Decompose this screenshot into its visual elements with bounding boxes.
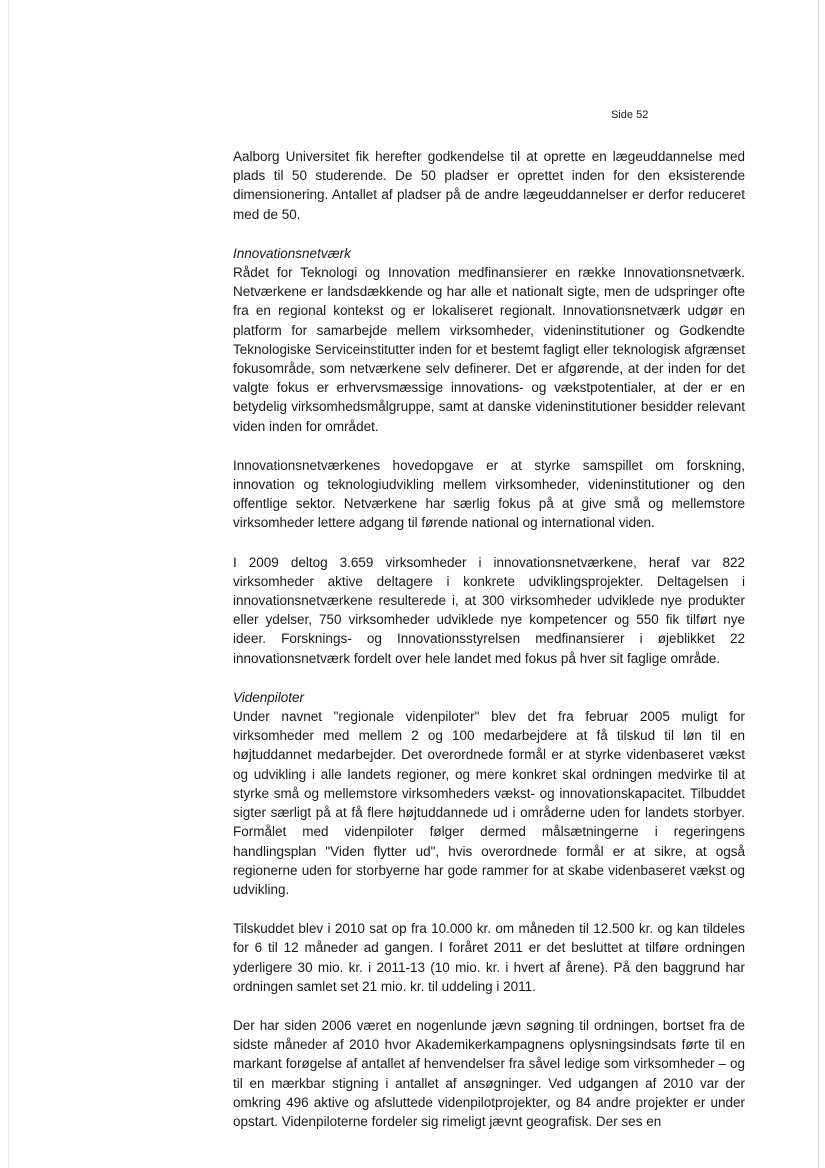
heading-videnpiloter: Videnpiloter [233, 689, 305, 705]
section-innovationsnetvaerk [233, 244, 745, 436]
section-videnpiloter [233, 688, 745, 899]
scan-edge-right [818, 0, 819, 1168]
paragraph-videnpiloter-intro: Under navnet "regionale videnpiloter" blev det fra februar 2005 muligt for virksomheder med mellem 2 og 100 medarbejdere at få tilskud til løn til en højtuddannet medarbejder. Det overordnede formål er at styrke videnbaseret vækst og udvikling i alle landets regioner, og mere konkret skal ordningen medvirke til at styrke små og mellemstore virksomheders vækst- og innovationskapacitet. Tilbuddet sigter særligt på at få flere højtuddannede ud i områderne uden for landets storbyer. Formålet med videnpiloter følger dermed målsætningerne i regeringens handlingsplan "Viden flytter ud", hvis overordnede formål er at sikre, at også regionerne uden for storbyerne har gode rammer for at skabe videnbaseret vækst og udvikling. [233, 709, 745, 897]
paragraph-subsidy: Tilskuddet blev i 2010 sat op fra 10.000 kr. om måneden til 12.500 kr. og kan tildeles for 6 til 12 måneder ad gangen. I foråret 2011 er det besluttet at tilføre ordningen yderligere 30 mio. kr. i 2011-13 (10 mio. kr. i hvert af årene). På den baggrund har ordningen samlet set 21 mio. kr. til uddeling i 2011. [233, 921, 745, 994]
paragraph-network-stats: I 2009 deltog 3.659 virksomheder i innovationsnetværkene, heraf var 822 virksomheder aktive deltagere i konkrete udviklingsprojekter. Deltagelsen i innovationsnetværkene resulterede i, at 300 virksomheder udviklede nye produkter eller ydelser, 750 virksomheder udviklede nye kompetencer og 550 fik tilført nye ideer. Forsknings- og Innovationsstyrelsen medfinansierer i øjeblikket 22 innovationsnetværk fordelt over hele landet med fokus på hver sit faglige område. [233, 554, 745, 666]
document-body [233, 147, 745, 1151]
scan-edge-left [8, 0, 9, 1168]
heading-innovationsnetvaerk: Innovationsnetværk [233, 245, 351, 261]
paragraph-innovation-networks: Rådet for Teknologi og Innovation medfinansierer en række Innovationsnetværk. Netværkene er landsdækkende og har alle et nationalt sigte, men de udspringer ofte fra en regional kontekst og er lokaliseret regionalt. Innovationsnetværk udgør en platform for samarbejde mellem virksomheder, videninstitutioner og Godkendte Teknologiske Serviceinstitutter inden for et bestemt fagligt eller teknologisk afgrænset fokusområde, som netværkene selv definerer. Det er afgørende, at der inden for det valgte fokus er erhvervsmæssige innovations- og vækstpotentialer, at der er en betydelig virksomhedsmålgruppe, samt at danske videninstitutioner besidder relevant viden inden for området. [233, 265, 745, 434]
paragraph-network-task: Innovationsnetværkenes hovedopgave er at styrke samspillet om forskning, innovation og teknologiudvikling mellem virksomheder, videninstitutioner og den offentlige sektor. Netværkene har særlig fokus på at give små og mellemstore virksomheder lettere adgang til førende national og international viden. [233, 457, 745, 531]
page-number: Side 52 [611, 109, 649, 121]
paragraph-applications: Der har siden 2006 været en nogenlunde jævn søgning til ordningen, bortset fra de sidste måneder af 2010 hvor Akademikerkampagnens oplysningsindsats førte til en markant forøgelse af antallet af henvendelser fra såvel ledige som virksomheder – og til en mærkbar stigning i antallet af ansøgninger. Ved udgangen af 2010 var der omkring 496 aktive og afsluttede videnpilotprojekter, og 84 andre projekter er under opstart. Videnpiloterne fordeler sig rimeligt jævnt geografisk. Der ses en [233, 1017, 745, 1129]
paragraph-medical-education: Aalborg Universitet fik herefter godkendelse til at oprette en lægeuddannelse med plads til 50 studerende. De 50 pladser er oprettet inden for den eksisterende dimensionering. Antallet af pladser på de andre lægeuddannelser er derfor reduceret med de 50. [233, 149, 745, 222]
